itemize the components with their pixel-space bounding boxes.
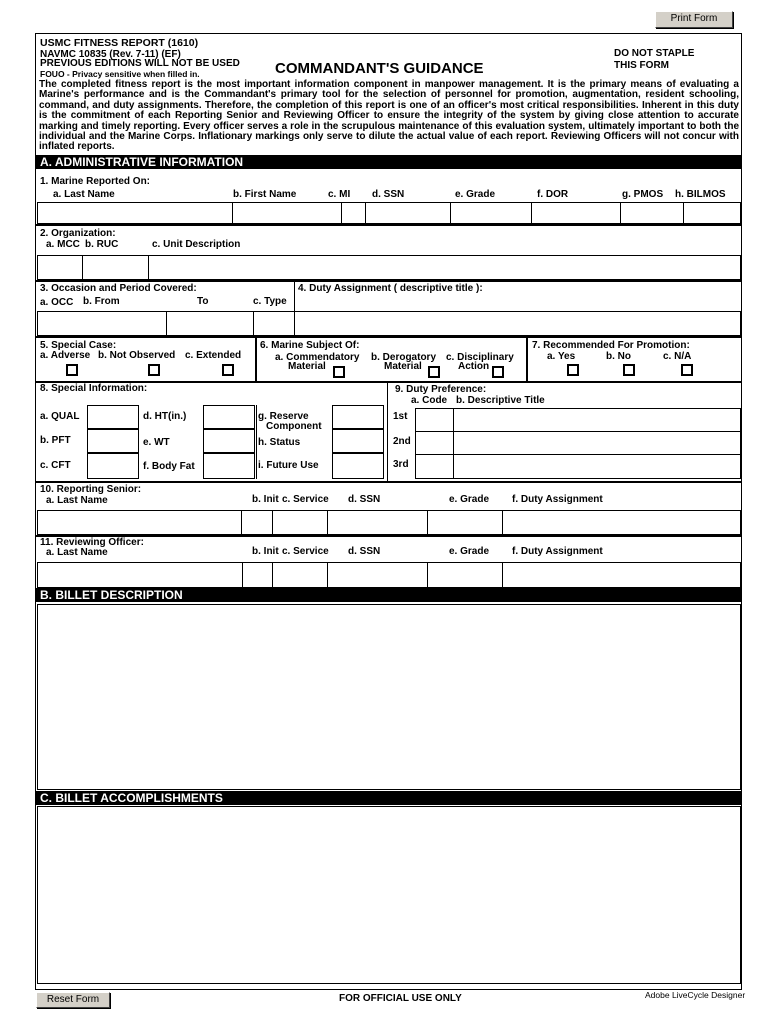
item2-ruc-label: b. RUC (85, 239, 119, 250)
item1-mi-label: c. MI (328, 189, 351, 200)
pref3-title-field[interactable] (453, 454, 741, 479)
item11-title: 11. Reviewing Officer: (40, 537, 144, 548)
item10-grade-label: e. Grade (449, 494, 490, 505)
pref1-title-field[interactable] (453, 408, 741, 432)
promotion-no-checkbox[interactable] (623, 364, 635, 376)
pref3-code-field[interactable] (415, 454, 454, 479)
item1-grade-label: e. Grade (455, 189, 496, 200)
first-pref-label: 1st (393, 411, 408, 422)
item1-last-name-label: a. Last Name (53, 189, 115, 200)
ro-init-field[interactable] (242, 562, 273, 588)
divider (256, 405, 257, 479)
item3-occ-label: a. OCC (40, 297, 74, 308)
ht-field[interactable] (203, 405, 255, 429)
print-form-button[interactable]: Print Form (655, 11, 733, 28)
item8-title: 8. Special Information: (40, 383, 148, 394)
pref1-code-field[interactable] (415, 408, 454, 432)
first-name-field[interactable] (232, 202, 342, 224)
ro-service-field[interactable] (272, 562, 328, 588)
commendatory-checkbox[interactable] (333, 366, 345, 378)
item3-from-label: b. From (83, 296, 120, 307)
qual-field[interactable] (87, 405, 139, 429)
divider (35, 280, 742, 282)
extended-checkbox[interactable] (222, 364, 234, 376)
last-name-field[interactable] (37, 202, 233, 224)
type-field[interactable] (253, 311, 295, 336)
item11-last-name-label: a. Last Name (46, 547, 108, 558)
do-not-staple-2: THIS FORM (614, 60, 669, 71)
ssn-field[interactable] (365, 202, 451, 224)
item7-no-label: b. No (606, 351, 631, 362)
item11-init-label: b. Init (252, 546, 279, 557)
rs-last-name-field[interactable] (37, 510, 242, 535)
disciplinary-checkbox[interactable] (492, 366, 504, 378)
status-label: h. Status (258, 437, 301, 448)
grade-field[interactable] (450, 202, 532, 224)
mcc-field[interactable] (37, 255, 83, 280)
ro-duty-field[interactable] (502, 562, 741, 588)
guidance-paragraph: The completed fitness report is the most important information component in manpower management. It is the primary means of evaluating a Marine's performance and is the Commandant's primary tool for the selection of personnel for promotion, augmentation, resident schooling, command, and duty assignments. Therefore, the completion of this report is one of an officer's most critical responsibilities. Inherent in this duty is the commitment of each Reporting Senior and Reviewing Officer to ensure the integrity of the system by giving close attention to accurate marking and timely reporting. Every officer serves a role in the scrupulous maintenance of this evaluation system, ultimately important to both the individual and the Marine Corps. Inflationary markings only serve to dilute the actual value of each report. Reviewing Officers will not concur with inflated reports. (39, 79, 739, 153)
item10-service-label: c. Service (282, 494, 329, 505)
divider (35, 336, 742, 338)
duty-assignment-field[interactable] (294, 311, 741, 336)
item3-to-label: To (197, 296, 209, 307)
item10-last-name-label: a. Last Name (46, 495, 108, 506)
bodyfat-field[interactable] (203, 453, 255, 479)
form-title: USMC FITNESS REPORT (1610) (40, 37, 199, 49)
item4-title: 4. Duty Assignment ( descriptive title ): (298, 283, 483, 294)
ro-last-name-field[interactable] (37, 562, 243, 588)
item2-title: 2. Organization: (40, 228, 116, 239)
cft-label: c. CFT (40, 460, 71, 471)
adverse-checkbox[interactable] (66, 364, 78, 376)
item7-yes-label: a. Yes (547, 351, 576, 362)
item5-adverse-label: a. Adverse (40, 350, 91, 361)
wt-label: e. WT (143, 437, 170, 448)
bodyfat-label: f. Body Fat (143, 461, 195, 472)
occ-field[interactable] (37, 311, 167, 336)
cft-field[interactable] (87, 453, 139, 479)
derogatory-checkbox[interactable] (428, 366, 440, 378)
billet-accomplishments-field[interactable] (37, 806, 741, 984)
item1-title: 1. Marine Reported On: (40, 176, 151, 187)
divider (35, 481, 742, 483)
item6-derogatory-label-2: Material (384, 361, 422, 372)
wt-field[interactable] (203, 429, 255, 453)
item11-duty-label: f. Duty Assignment (512, 546, 603, 557)
rs-ssn-field[interactable] (327, 510, 428, 535)
item5-not-observed-label: b. Not Observed (98, 350, 176, 361)
pft-field[interactable] (87, 429, 139, 453)
fouo-note: FOUO - Privacy sensitive when filled in. (40, 69, 200, 79)
status-field[interactable] (332, 429, 384, 453)
item1-ssn-label: d. SSN (372, 189, 405, 200)
pmos-field[interactable] (620, 202, 684, 224)
item6-derogatory-label: b. Derogatory (371, 352, 437, 363)
bilmos-field[interactable] (683, 202, 741, 224)
promotion-na-checkbox[interactable] (681, 364, 693, 376)
rs-service-field[interactable] (272, 510, 328, 535)
pref2-title-field[interactable] (453, 431, 741, 455)
item11-ssn-label: d. SSN (348, 546, 381, 557)
dor-field[interactable] (531, 202, 621, 224)
ruc-field[interactable] (82, 255, 149, 280)
section-a-header: A. ADMINISTRATIVE INFORMATION (35, 155, 742, 169)
rs-duty-field[interactable] (502, 510, 741, 535)
form-number: NAVMC 10835 (Rev. 7-11) (EF) (40, 49, 181, 60)
item6-commendatory-label-2: Material (288, 361, 326, 372)
billet-description-field[interactable] (37, 604, 741, 790)
rs-init-field[interactable] (241, 510, 273, 535)
ht-label: d. HT(in.) (143, 411, 187, 422)
promotion-yes-checkbox[interactable] (567, 364, 579, 376)
item1-first-name-label: b. First Name (233, 189, 297, 200)
divider (387, 381, 388, 481)
item9-title: 9. Duty Preference: (395, 384, 487, 395)
item7-na-label: c. N/A (663, 351, 692, 362)
to-field[interactable] (166, 311, 254, 336)
item5-extended-label: c. Extended (185, 350, 242, 361)
item3-type-label: c. Type (253, 296, 287, 307)
divider (35, 224, 742, 226)
section-c-header: C. BILLET ACCOMPLISHMENTS (35, 791, 742, 805)
future-use-field[interactable] (332, 453, 384, 479)
reset-form-button[interactable]: Reset Form (36, 992, 110, 1008)
item5-title: 5. Special Case: (40, 340, 117, 351)
ro-grade-field[interactable] (427, 562, 503, 588)
item6-disciplinary-label: c. Disciplinary (446, 352, 514, 363)
section-b-header: B. BILLET DESCRIPTION (35, 588, 742, 602)
item10-title: 10. Reporting Senior: (40, 484, 142, 495)
item10-ssn-label: d. SSN (348, 494, 381, 505)
item7-title: 7. Recommended For Promotion: (532, 340, 690, 351)
ro-ssn-field[interactable] (327, 562, 428, 588)
divider (255, 337, 257, 381)
item6-disciplinary-label-2: Action (458, 361, 490, 372)
item9-desc-label: b. Descriptive Title (456, 395, 545, 406)
qual-label: a. QUAL (40, 411, 80, 422)
reserve-label-2: Component (266, 421, 322, 432)
unit-description-field[interactable] (148, 255, 741, 280)
item10-duty-label: f. Duty Assignment (512, 494, 603, 505)
divider (526, 337, 528, 381)
reserve-field[interactable] (332, 405, 384, 429)
do-not-staple-1: DO NOT STAPLE (614, 48, 695, 59)
future-use-label: i. Future Use (258, 460, 319, 471)
item11-service-label: c. Service (282, 546, 329, 557)
not-observed-checkbox[interactable] (148, 364, 160, 376)
item1-dor-label: f. DOR (537, 189, 569, 200)
rs-grade-field[interactable] (427, 510, 503, 535)
item9-code-label: a. Code (411, 395, 448, 406)
item6-commendatory-label: a. Commendatory (275, 352, 360, 363)
guidance-title: COMMANDANT'S GUIDANCE (275, 60, 484, 77)
pref2-code-field[interactable] (415, 431, 454, 455)
item1-pmos-label: g. PMOS (622, 189, 664, 200)
reserve-label: g. Reserve (258, 411, 309, 422)
official-use-note: FOR OFFICIAL USE ONLY (339, 993, 462, 1004)
item3-title: 3. Occasion and Period Covered: (40, 283, 197, 294)
designer-credit: Adobe LiveCycle Designer (645, 990, 746, 1000)
second-pref-label: 2nd (393, 436, 411, 447)
previous-editions-note: PREVIOUS EDITIONS WILL NOT BE USED (40, 58, 240, 69)
item6-title: 6. Marine Subject Of: (260, 340, 360, 351)
item2-unit-label: c. Unit Description (152, 239, 241, 250)
item2-mcc-label: a. MCC (46, 239, 80, 250)
item11-grade-label: e. Grade (449, 546, 490, 557)
third-pref-label: 3rd (393, 459, 409, 470)
item10-init-label: b. Init (252, 494, 279, 505)
mi-field[interactable] (341, 202, 366, 224)
item1-bilmos-label: h. BILMOS (675, 189, 726, 200)
pft-label: b. PFT (40, 435, 71, 446)
